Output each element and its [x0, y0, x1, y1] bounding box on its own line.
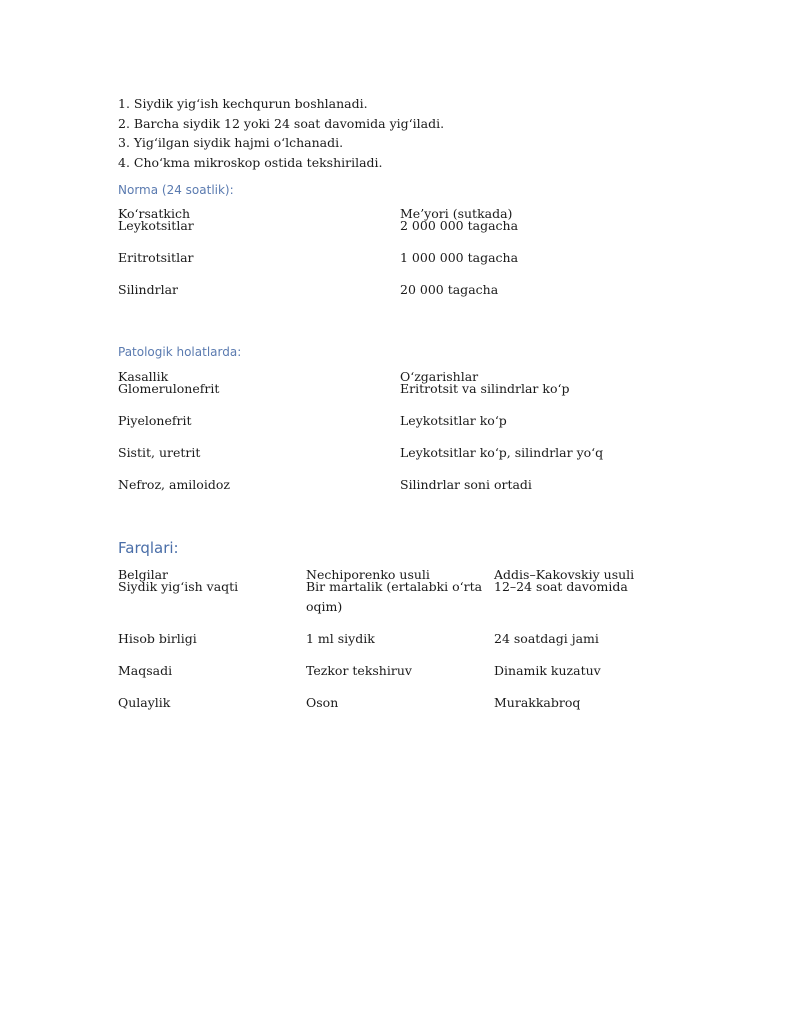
table-cell: Qulaylik: [118, 695, 171, 710]
table-cell: 12–24 soat davomida: [494, 579, 628, 594]
table-cell: Piyelonefrit: [118, 413, 192, 428]
column-header: Me’yori (sutkada): [400, 206, 513, 221]
table-cell: 1 ml siydik: [306, 631, 375, 646]
table-cell: Leykotsitlar: [118, 218, 194, 233]
procedure-step: 1. Siydik yig‘ish kechqurun boshlanadi.: [118, 96, 368, 111]
table-cell: Bir martalik (ertalabki o‘rta oqim): [306, 579, 483, 614]
table-cell: Maqsadi: [118, 663, 173, 678]
farqlari-heading: Farqlari:: [118, 539, 179, 557]
table-cell: 20 000 tagacha: [400, 282, 499, 297]
table-cell: Eritrotsit va silindrlar ko‘p: [400, 381, 570, 396]
table-cell: 24 soatdagi jami: [494, 631, 599, 646]
table-cell: Siydik yig‘ish vaqti: [118, 579, 239, 594]
table-cell: Hisob birligi: [118, 631, 197, 646]
table-cell: Tezkor tekshiruv: [306, 663, 412, 678]
column-header: Ko‘rsatkich: [118, 206, 190, 221]
column-header: Belgilar: [118, 567, 169, 582]
column-header: Addis–Kakovskiy usuli: [494, 567, 635, 582]
table-cell: Leykotsitlar ko‘p, silindrlar yo‘q: [400, 445, 604, 460]
table-cell: Sistit, uretrit: [118, 445, 201, 460]
table-cell: Nefroz, amiloidoz: [118, 477, 230, 492]
table-cell: Silindrlar: [118, 282, 179, 297]
procedure-step: 4. Cho‘kma mikroskop ostida tekshiriladi.: [118, 154, 383, 170]
table-cell: Murakkabroq: [494, 695, 581, 710]
column-header: Kasallik: [118, 369, 169, 384]
table-cell: Silindrlar soni ortadi: [400, 477, 532, 492]
table-cell: Oson: [306, 695, 339, 710]
patologik-heading: Patologik holatlarda:: [118, 345, 242, 359]
table-cell: Glomerulonefrit: [118, 381, 220, 396]
table-cell: Eritrotsitlar: [118, 250, 194, 265]
column-header: O‘zgarishlar: [400, 369, 479, 384]
procedure-steps-list: [118, 94, 444, 172]
table-cell: 1 000 000 tagacha: [400, 250, 519, 265]
table-cell: 2 000 000 tagacha: [400, 218, 519, 233]
table-cell: Dinamik kuzatuv: [494, 663, 601, 678]
norma-heading: Norma (24 soatlik):: [118, 183, 234, 197]
procedure-step: 2. Barcha siydik 12 yoki 24 soat davomida yig‘iladi.: [118, 115, 445, 131]
procedure-step: 3. Yig‘ilgan siydik hajmi o‘lchanadi.: [118, 135, 344, 150]
table-cell: Leykotsitlar ko‘p: [400, 413, 507, 428]
column-header: Nechiporenko usuli: [306, 567, 430, 582]
